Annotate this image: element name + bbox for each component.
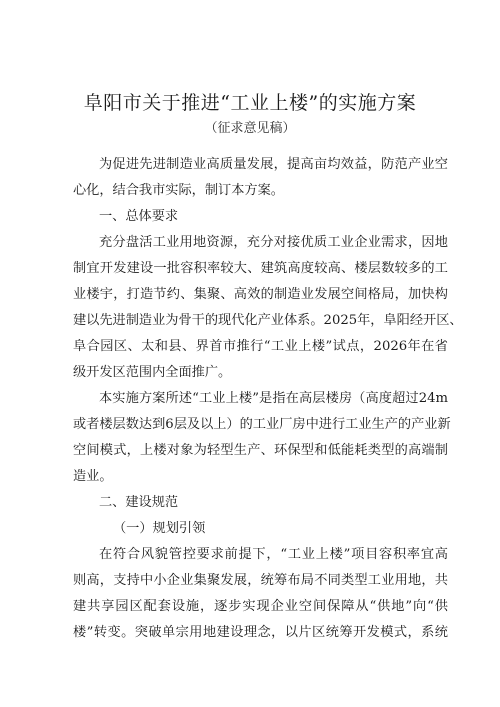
paragraph-line: 或者楼层数达到6层及以上）的工业厂房中进行工业生产的产业新 <box>73 417 451 432</box>
paragraph-line: 则高，支持中小企业集聚发展，统筹布局不同类型工业用地，共 <box>73 573 448 588</box>
subsection-heading: （一）规划引领 <box>113 521 206 536</box>
section-heading: 一、总体要求 <box>99 209 179 224</box>
section-heading: 二、建设规范 <box>99 495 179 510</box>
document-title: 阜阳市关于推进“工业上楼”的实施方案 <box>83 92 417 114</box>
paragraph-line: 阜合园区、太和县、界首市推行“工业上楼”试点，2026年在省 <box>73 339 448 354</box>
paragraph-line: 在符合风貌管控要求前提下，“工业上楼”项目容积率宜高 <box>99 547 448 562</box>
paragraph-line: 级开发区范围内全面推广。 <box>73 365 232 380</box>
paragraph-line: 造业。 <box>73 469 113 484</box>
paragraph-line: 楼”转变。突破单宗用地建设理念，以片区统筹开发模式，系统 <box>73 625 448 640</box>
paragraph-line: 业楼宇，打造节约、集聚、高效的制造业发展空间格局，加快构 <box>73 287 448 302</box>
document-subtitle: （征求意见稿） <box>204 121 296 136</box>
paragraph-line: 空间模式，上楼对象为轻型生产、环保型和低能耗类型的高端制 <box>73 443 448 458</box>
paragraph-line: 建以先进制造业为骨干的现代化产业体系。2025年，阜阳经开区、 <box>73 313 463 328</box>
paragraph-line: 充分盘活工业用地资源，充分对接优质工业企业需求，因地 <box>99 235 448 250</box>
paragraph-line: 本实施方案所述“工业上楼”是指在高层楼房（高度超过24m <box>99 391 448 406</box>
paragraph-line: 制宜开发建设一批容积率较大、建筑高度较高、楼层数较多的工 <box>73 261 448 276</box>
paragraph-line: 为促进先进制造业高质量发展，提高亩均效益，防范产业空 <box>99 157 448 172</box>
paragraph-line: 心化，结合我市实际，制订本方案。 <box>73 183 284 198</box>
paragraph-line: 建共享园区配套设施，逐步实现企业空间保障从“供地”向“供 <box>73 599 448 614</box>
